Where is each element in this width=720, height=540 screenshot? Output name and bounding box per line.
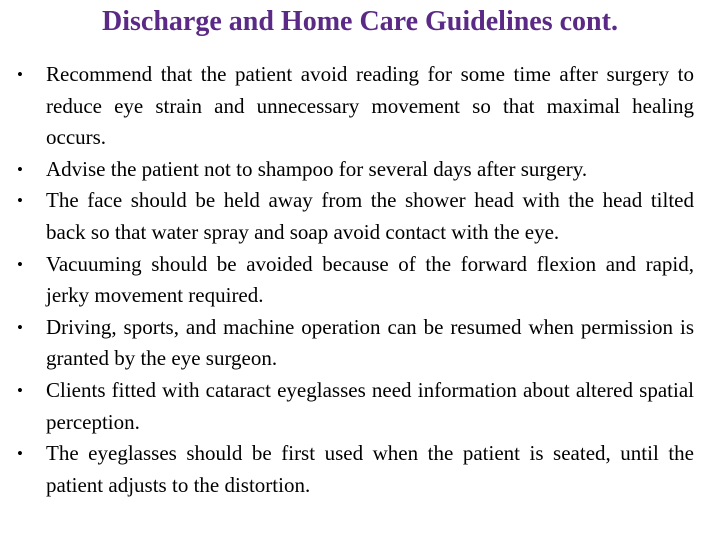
bullet-text: Driving, sports, and machine operation can be resumed when permission is granted by the eye surgeon. xyxy=(46,314,694,371)
bullet-dot-icon: • xyxy=(17,254,23,274)
bullet-text: Vacuuming should be avoided because of the forward flexion and rapid, jerky movement required. xyxy=(46,251,694,308)
bullet-text: Advise the patient not to shampoo for several days after surgery. xyxy=(46,156,588,181)
bullet-item xyxy=(17,375,694,438)
bullet-dot-icon: • xyxy=(17,444,23,464)
bullet-item xyxy=(17,312,694,375)
bullet-dot-icon: • xyxy=(17,65,23,84)
bullet-text: The face should be held away from the shower head with the head tilted back so that water spray and soap avoid contact with the eye. xyxy=(46,188,694,244)
bullet-item xyxy=(17,185,694,248)
bullet-item xyxy=(17,154,694,186)
bullet-dot-icon: • xyxy=(17,159,23,179)
bullet-dot-icon: • xyxy=(17,191,23,211)
bullet-item xyxy=(17,438,694,501)
bullet-text: Recommend that the patient avoid reading for some time after surgery to reduce eye strain and unnecessary movement so that maximal healing occurs. xyxy=(46,62,694,150)
bullet-dot-icon: • xyxy=(17,317,23,337)
bullet-list xyxy=(17,59,694,501)
bullet-text: The eyeglasses should be first used when the patient is seated, until the patient adjusts to the distortion. xyxy=(46,441,694,497)
bullet-item xyxy=(17,249,694,312)
bullet-dot-icon: • xyxy=(17,380,23,400)
bullet-text: Clients fitted with cataract eyeglasses need information about altered spatial perception. xyxy=(46,377,694,434)
bullet-item xyxy=(17,59,694,154)
slide-title: Discharge and Home Care Guidelines cont. xyxy=(102,6,618,37)
